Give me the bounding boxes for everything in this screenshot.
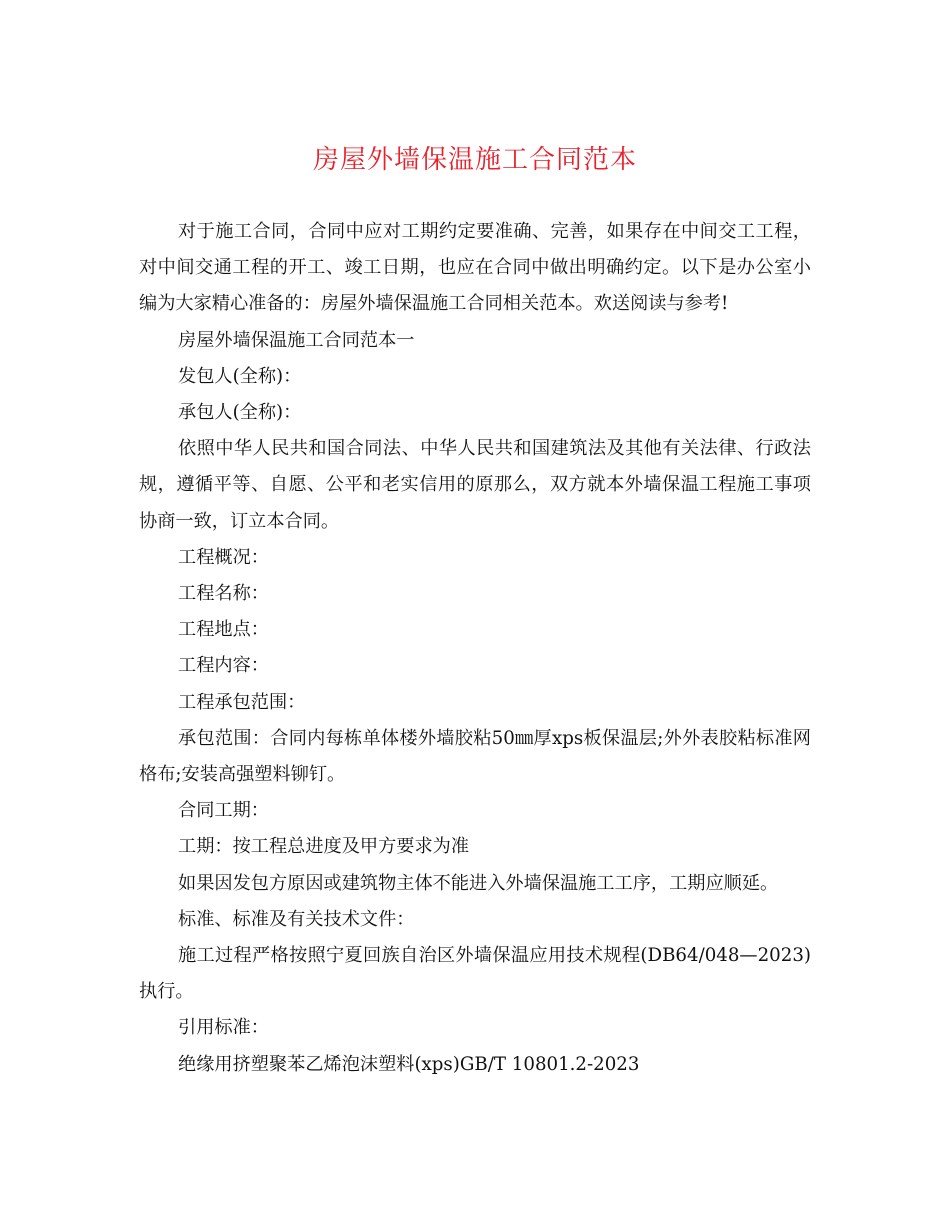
paragraph-project-overview: 工程概况：	[178, 546, 269, 568]
paragraph-scope-heading: 工程承包范围：	[178, 691, 306, 713]
paragraph-extension: 如果因发包方原因或建筑物主体不能进入外墙保温施工工序，工期应顺延。	[178, 872, 779, 894]
paragraph-standards-heading: 标准、标准及有关技术文件：	[178, 908, 415, 930]
paragraph-duration-heading: 合同工期：	[178, 800, 269, 822]
paragraph-duration: 工期：按工程总进度及甲方要求为准	[178, 836, 470, 858]
paragraph-references-heading: 引用标准：	[178, 1017, 269, 1039]
paragraph-scope: 承包范围：合同内每栋单体楼外墙胶粘50㎜厚xps板保温层;外外表胶粘标准网格布;安装高强塑料铆钉。	[139, 727, 811, 786]
paragraph-standards: 施工过程严格按照宁夏回族自治区外墙保温应用技术规程(DB64/048—2023)执行。	[139, 945, 811, 1003]
document-body	[139, 214, 811, 1083]
paragraph-project-location: 工程地点：	[178, 619, 269, 641]
paragraph-contract-heading: 房屋外墙保温施工合同范本一	[178, 329, 415, 351]
paragraph-project-content: 工程内容：	[178, 655, 269, 677]
paragraph-legal-basis: 依照中华人民共和国合同法、中华人民共和国建筑法及其他有关法律、行政法规，遵循平等、自愿、公平和老实信用的原那么，双方就本外墙保温工程施工事项协商一致，订立本合同。	[139, 438, 811, 532]
paragraph-project-name: 工程名称：	[178, 583, 269, 605]
document-title: 房屋外墙保温施工合同范本	[312, 145, 637, 175]
paragraph-reference-1: 绝缘用挤塑聚苯乙烯泡沫塑料(xps)GB/T 10801.2-2023	[178, 1053, 640, 1075]
paragraph-employer: 发包人(全称)：	[178, 365, 302, 387]
paragraph-intro: 对于施工合同，合同中应对工期约定要准确、完善，如果存在中间交工工程，对中间交通工程的开工、竣工日期，也应在合同中做出明确约定。以下是办公室小编为大家精心准备的：房屋外墙保温施工合同相关范本。欢送阅读与参考!	[139, 221, 811, 315]
paragraph-contractor: 承包人(全称)：	[178, 402, 302, 424]
